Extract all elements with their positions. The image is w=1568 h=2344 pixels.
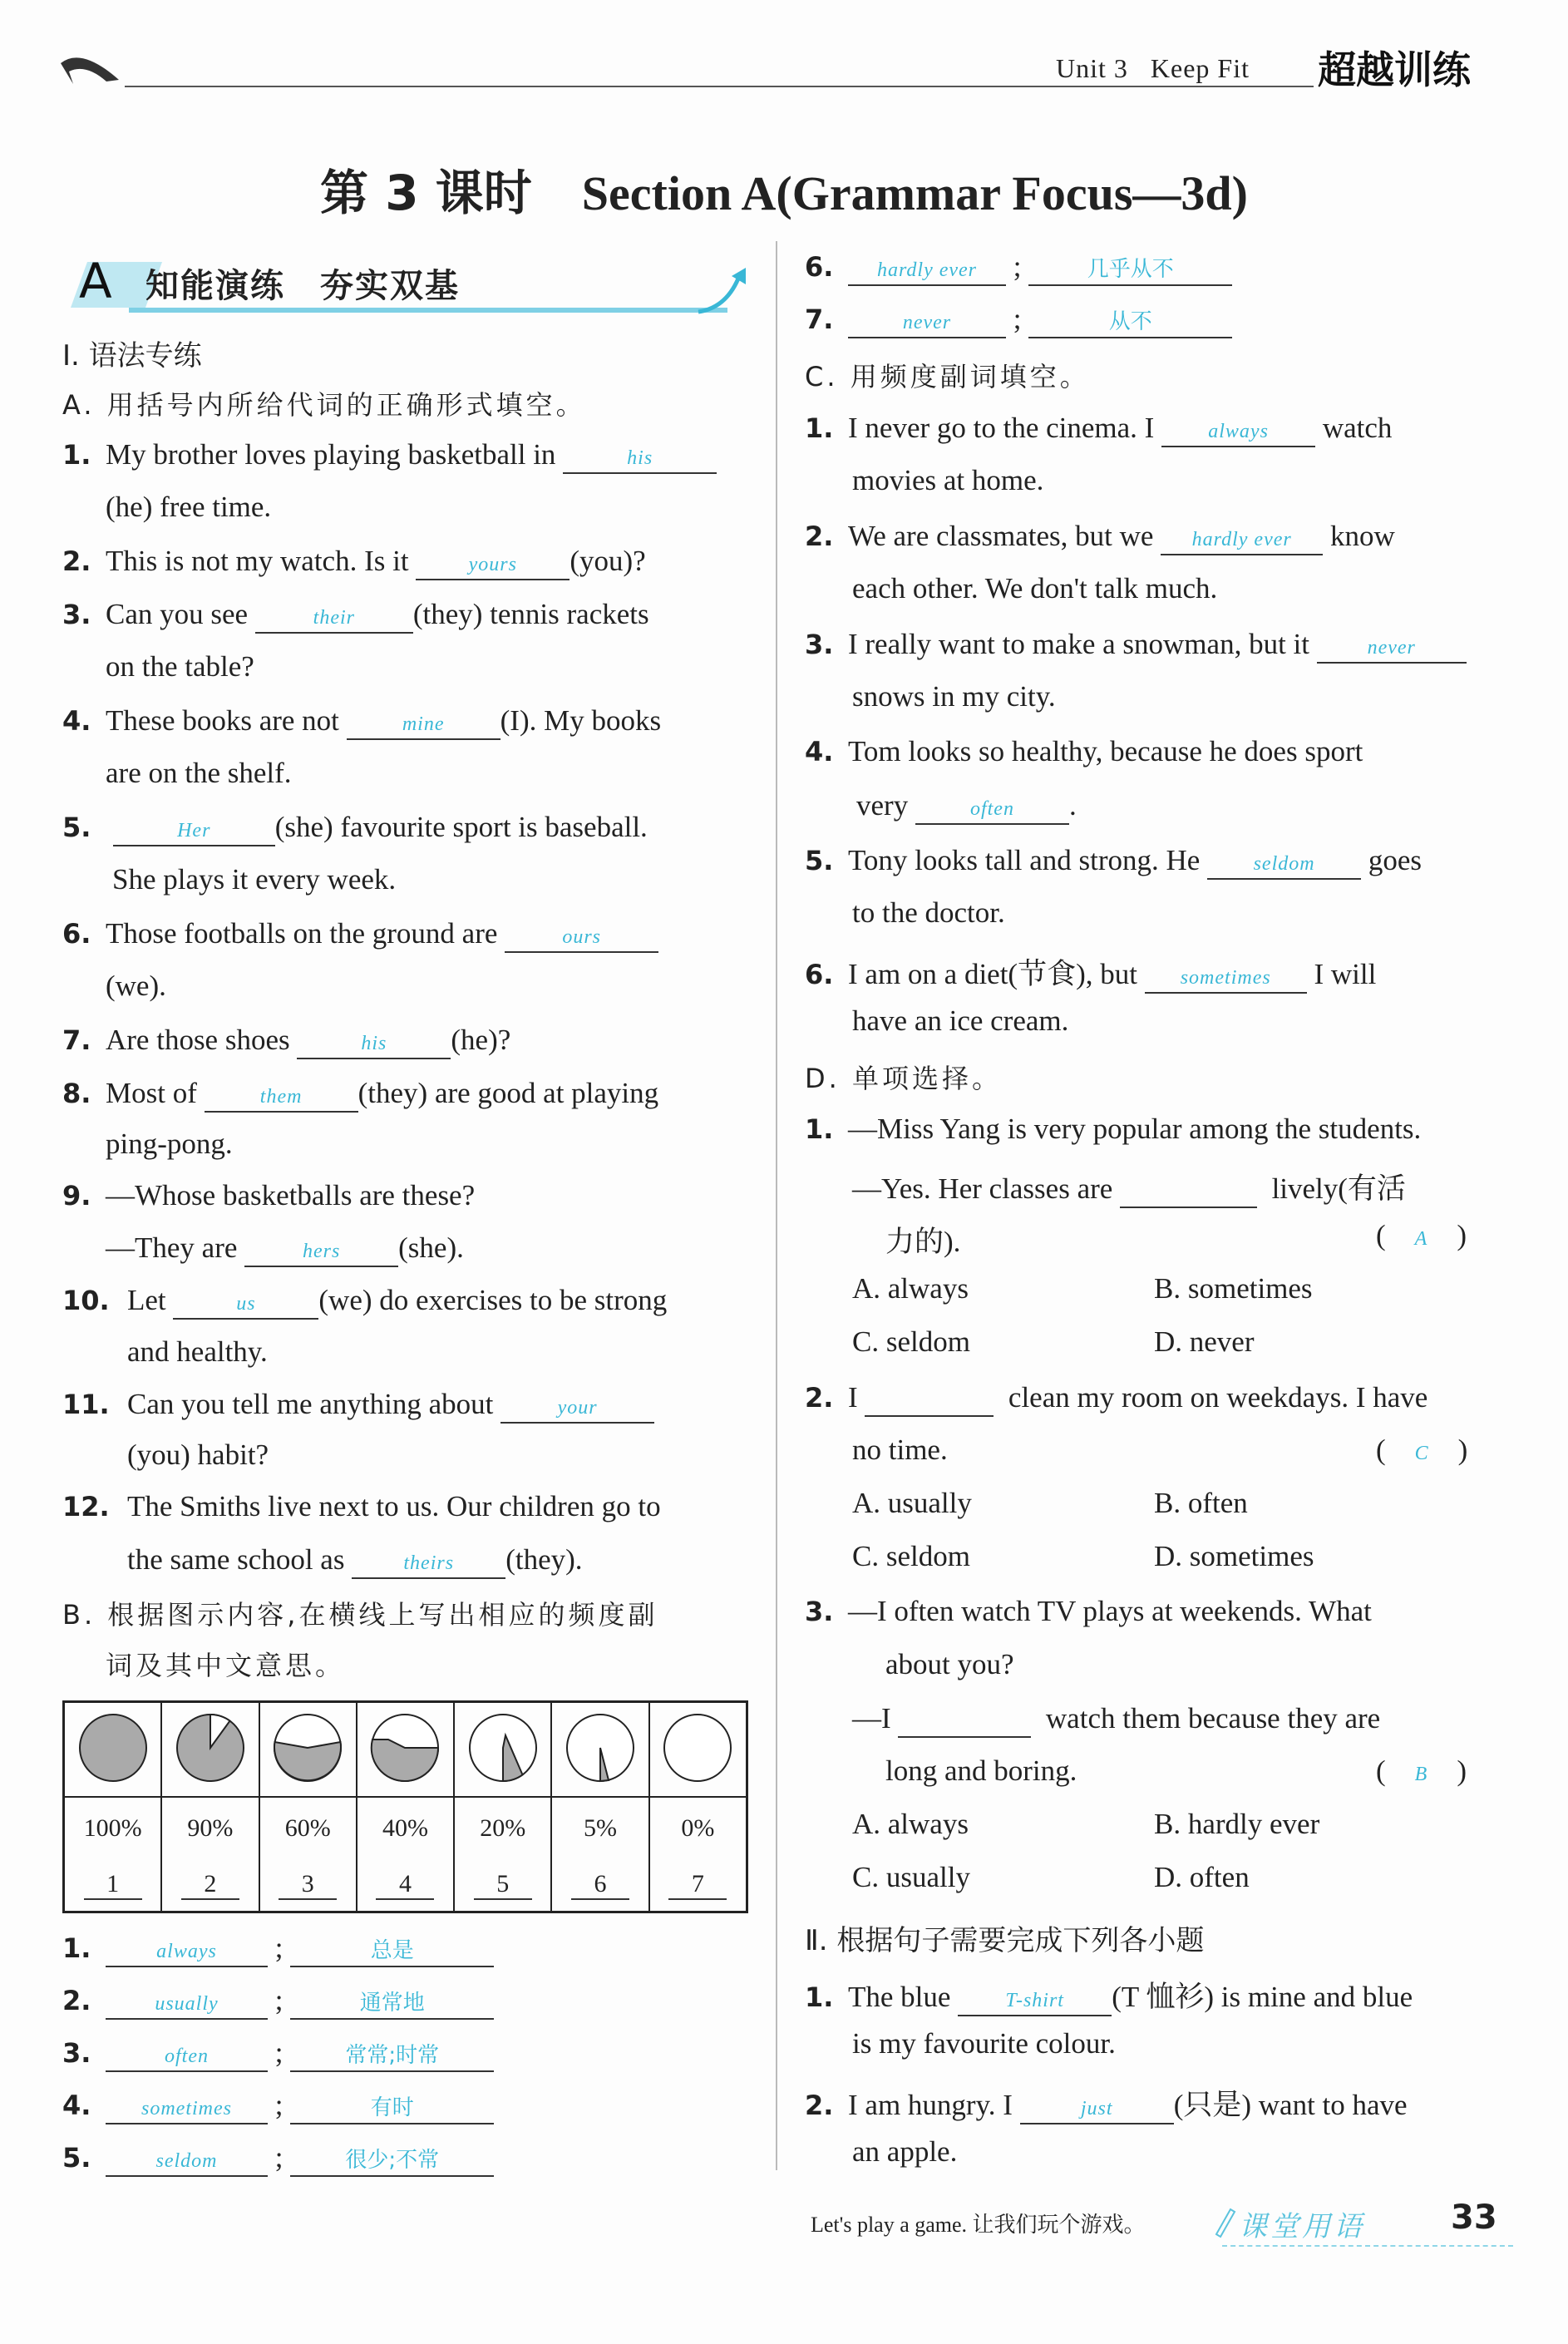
answer-blank: mine bbox=[347, 703, 500, 740]
question-line: 12. The Smiths live next to us. Our children go to bbox=[62, 1490, 661, 1522]
footer-rule bbox=[1222, 2245, 1513, 2247]
question-line: snows in my city. bbox=[852, 680, 1056, 713]
answer-blank: theirs bbox=[352, 1542, 505, 1579]
percentage-cell: 100% bbox=[64, 1797, 162, 1859]
footer-phrase: Let's play a game. 让我们玩个游戏。 bbox=[811, 2213, 1146, 2237]
index-cell: 2 bbox=[181, 1870, 239, 1900]
mc-option: C. usually bbox=[852, 1861, 970, 1893]
answer-blank: his bbox=[563, 437, 717, 474]
part1d-instruction: D. 单项选择。 bbox=[805, 1063, 1002, 1094]
mc-question-stem: 力的). bbox=[885, 1226, 961, 1258]
question-line: 8. Most of them (they) are good at playing bbox=[62, 1076, 658, 1113]
question-line: 5. Tony looks tall and strong. He seldom goes bbox=[805, 843, 1422, 880]
freq-answer-line: 1. always ; 总是 bbox=[62, 1931, 494, 1967]
mc-option: B. hardly ever bbox=[1154, 1808, 1320, 1840]
part1b-instruction: 词及其中文意思。 bbox=[106, 1650, 346, 1681]
index-row bbox=[64, 1859, 747, 1912]
pie-60-icon bbox=[270, 1710, 345, 1785]
question-line: have an ice cream. bbox=[852, 1004, 1069, 1037]
banner-letter: A bbox=[79, 253, 112, 309]
frequency-table bbox=[62, 1700, 748, 1913]
percentage-cell: 40% bbox=[357, 1797, 454, 1859]
mc-option: C. seldom bbox=[852, 1540, 970, 1572]
part1-heading: Ⅰ. 语法专练 bbox=[62, 339, 202, 373]
question-line: 6. I am on a diet(节食), but sometimes I will bbox=[805, 951, 1376, 994]
answer-blank: us bbox=[173, 1283, 318, 1320]
percentage-cell: 60% bbox=[259, 1797, 357, 1859]
part1a-instruction: A. 用括号内所给代词的正确形式填空。 bbox=[62, 389, 586, 421]
question-line: 2. We are classmates, but we hardly ever know bbox=[805, 519, 1395, 555]
percentage-cell: 0% bbox=[649, 1797, 747, 1859]
pen-icon bbox=[1212, 2205, 1237, 2238]
pie-90-icon bbox=[173, 1710, 248, 1785]
question-line: 10. Let us (we) do exercises to be strong bbox=[62, 1283, 667, 1320]
freq-answer-line: 5. seldom ; 很少;不常 bbox=[62, 2140, 494, 2177]
freq-answer-line: 2. usually ; 通常地 bbox=[62, 1983, 494, 2020]
question-line: an apple. bbox=[852, 2135, 958, 2168]
question-line: 1. My brother loves playing basketball in his bbox=[62, 437, 717, 474]
question-line: 4. Tom looks so healthy, because he does sport bbox=[805, 735, 1363, 767]
question-line: are on the shelf. bbox=[106, 757, 292, 789]
swoosh-arrow-icon bbox=[694, 266, 752, 316]
answer-blank: your bbox=[500, 1387, 654, 1424]
question-line: very often . bbox=[856, 788, 1077, 825]
question-line: (you) habit? bbox=[127, 1438, 269, 1471]
mc-question-stem: 2. I clean my room on weekdays. I have bbox=[805, 1380, 1427, 1417]
index-cell: 4 bbox=[376, 1870, 434, 1900]
mc-question-stem: 1. —Miss Yang is very popular among the students. bbox=[805, 1113, 1422, 1145]
pie-5-icon bbox=[563, 1710, 638, 1785]
question-line: movies at home. bbox=[852, 464, 1044, 496]
question-line: 4. These books are not mine (I). My books bbox=[62, 703, 661, 740]
back-arrow-icon bbox=[57, 47, 123, 88]
pie-100-icon bbox=[76, 1710, 150, 1785]
question-line: 11. Can you tell me anything about your bbox=[62, 1387, 654, 1424]
question-line: on the table? bbox=[106, 650, 254, 683]
percentage-cell: 5% bbox=[551, 1797, 648, 1859]
footer-label: 课堂用语 bbox=[1239, 2210, 1365, 2243]
freq-answer-line: 7. never ; 从不 bbox=[805, 302, 1232, 338]
question-line: (he) free time. bbox=[106, 491, 272, 523]
question-line: (we). bbox=[106, 970, 166, 1002]
mc-answer-bracket: ( C ) bbox=[1376, 1434, 1468, 1466]
column-divider bbox=[776, 241, 777, 2170]
question-line: She plays it every week. bbox=[112, 863, 397, 896]
page-number: 33 bbox=[1451, 2198, 1497, 2237]
pie-0-icon bbox=[660, 1710, 735, 1785]
pie-20-icon bbox=[466, 1710, 540, 1785]
mc-answer-bracket: ( A ) bbox=[1376, 1219, 1467, 1251]
unit-topic: Keep Fit bbox=[1150, 53, 1250, 83]
answer-blank: yours bbox=[416, 544, 570, 580]
answer-blank: their bbox=[255, 597, 413, 634]
header-rule bbox=[125, 86, 1314, 87]
mc-question-stem: about you? bbox=[885, 1648, 1014, 1680]
question-line: —They are hers (she). bbox=[106, 1231, 464, 1267]
freq-answer-line: 6. hardly ever ; 几乎从不 bbox=[805, 249, 1232, 286]
mc-question-stem: —Yes. Her classes are lively(有活 bbox=[852, 1166, 1406, 1208]
freq-answer-line: 4. sometimes ; 有时 bbox=[62, 2088, 494, 2124]
mc-option: B. often bbox=[1154, 1487, 1248, 1519]
lesson-number: 第 3 课时 bbox=[320, 165, 532, 221]
question-line: 2. This is not my watch. Is it yours (you)? bbox=[62, 544, 646, 580]
question-line: 2. I am hungry. I just (只是) want to have bbox=[805, 2082, 1408, 2124]
part1b-instruction: B. 根据图示内容,在横线上写出相应的频度副 bbox=[62, 1599, 658, 1631]
mc-question-stem: 3. —I often watch TV plays at weekends. What bbox=[805, 1595, 1372, 1627]
index-cell: 5 bbox=[474, 1870, 532, 1900]
question-line: to the doctor. bbox=[852, 896, 1005, 929]
question-line: 3. I really want to make a snowman, but it never bbox=[805, 627, 1467, 664]
question-line: 1. I never go to the cinema. I always watch bbox=[805, 411, 1392, 447]
freq-answer-line: 3. often ; 常常;时常 bbox=[62, 2036, 494, 2072]
brand-title: 超越训练 bbox=[1318, 47, 1471, 92]
mc-option: C. seldom bbox=[852, 1325, 970, 1358]
banner-underline bbox=[129, 308, 727, 313]
mc-question-stem: —I watch them because they are bbox=[852, 1701, 1380, 1738]
answer-blank: hers bbox=[244, 1231, 398, 1267]
answer-blank bbox=[865, 1380, 994, 1417]
mc-option: D. never bbox=[1154, 1325, 1255, 1358]
percentage-cell: 90% bbox=[161, 1797, 259, 1859]
question-line: 7. Are those shoes his (he)? bbox=[62, 1023, 510, 1059]
mc-option: D. often bbox=[1154, 1861, 1250, 1893]
percentage-cell: 20% bbox=[454, 1797, 551, 1859]
part1c-instruction: C. 用频度副词填空。 bbox=[805, 361, 1090, 392]
section-banner bbox=[62, 249, 752, 316]
mc-option: B. sometimes bbox=[1154, 1272, 1313, 1305]
index-cell: 1 bbox=[84, 1870, 142, 1900]
mc-answer-bracket: ( B ) bbox=[1376, 1754, 1467, 1787]
question-line: is my favourite colour. bbox=[852, 2027, 1116, 2060]
answer-blank: Her bbox=[113, 810, 275, 846]
answer-blank bbox=[898, 1701, 1031, 1738]
index-cell: 7 bbox=[668, 1870, 727, 1900]
answer-blank: ours bbox=[505, 916, 658, 953]
part2-heading: Ⅱ. 根据句子需要完成下列各小题 bbox=[805, 1924, 1205, 1957]
mc-question-stem: no time. bbox=[852, 1434, 948, 1466]
mc-option: A. always bbox=[852, 1808, 969, 1840]
mc-option: D. sometimes bbox=[1154, 1540, 1314, 1572]
mc-option: A. always bbox=[852, 1272, 969, 1305]
percentage-row bbox=[64, 1797, 747, 1859]
answer-blank bbox=[1120, 1172, 1257, 1208]
banner-title: 知能演练 夯实双基 bbox=[145, 267, 460, 305]
question-line: 5. Her (she) favourite sport is baseball. bbox=[62, 810, 648, 846]
question-line: ping-pong. bbox=[106, 1128, 233, 1160]
answer-blank: his bbox=[297, 1023, 451, 1059]
pie-row bbox=[64, 1702, 747, 1798]
lesson-section: Section A(Grammar Focus—3d) bbox=[581, 166, 1248, 220]
question-line: the same school as theirs (they). bbox=[127, 1542, 583, 1579]
index-cell: 6 bbox=[571, 1870, 629, 1900]
question-line: 9. —Whose basketballs are these? bbox=[62, 1179, 476, 1211]
question-line: 1. The blue T-shirt (T 恤衫) is mine and blue bbox=[805, 1974, 1413, 2016]
question-line: each other. We don't talk much. bbox=[852, 572, 1218, 605]
answer-blank: them bbox=[205, 1076, 358, 1113]
unit-title bbox=[1056, 53, 1250, 84]
mc-option: A. usually bbox=[852, 1487, 972, 1519]
index-cell: 3 bbox=[279, 1870, 337, 1900]
lesson-title bbox=[0, 154, 1568, 224]
question-line: 3. Can you see their (they) tennis rackets bbox=[62, 597, 649, 634]
question-line: and healthy. bbox=[127, 1335, 268, 1368]
question-line: 6. Those footballs on the ground are ours bbox=[62, 916, 658, 953]
pie-40-icon bbox=[367, 1710, 442, 1785]
unit-number: Unit 3 bbox=[1056, 53, 1128, 83]
mc-question-stem: long and boring. bbox=[885, 1754, 1077, 1787]
